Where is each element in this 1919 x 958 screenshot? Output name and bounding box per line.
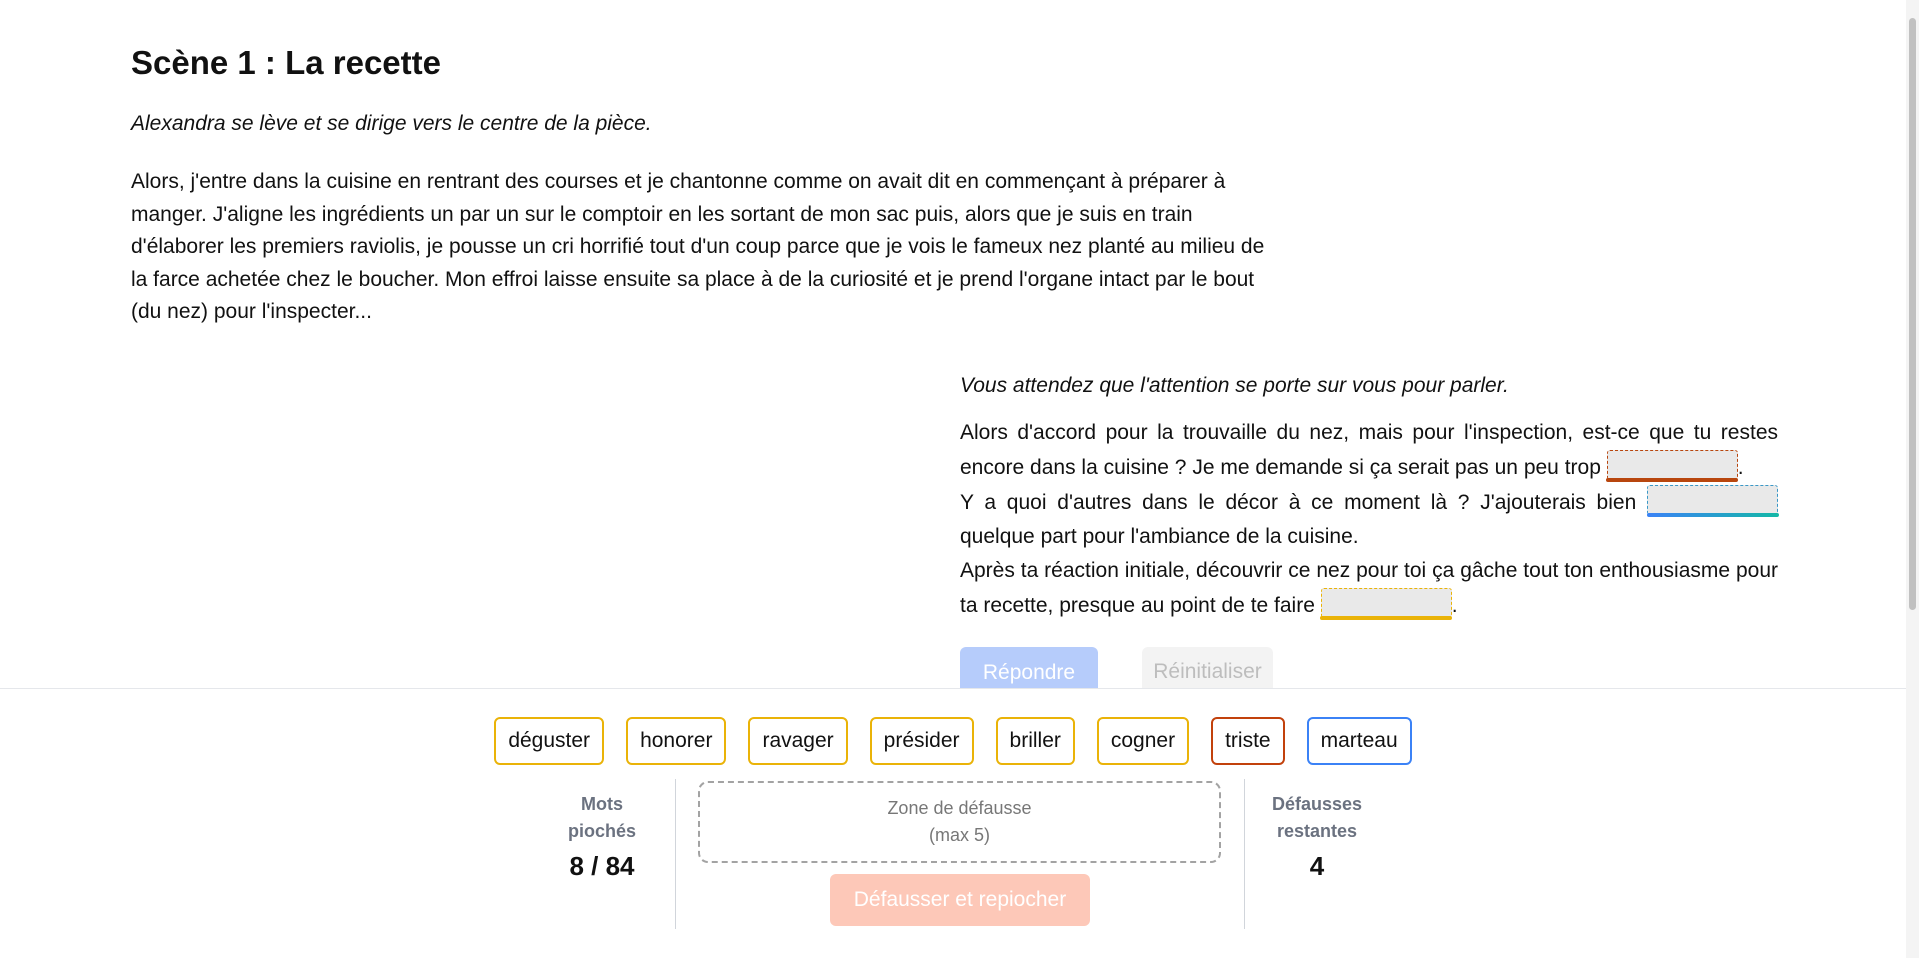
discard-and-redraw-button[interactable]: Défausser et repiocher: [830, 874, 1090, 926]
remaining-discards-stat: [1265, 791, 1369, 882]
reply-text: [960, 416, 1778, 623]
reply-text-part: .: [1451, 594, 1458, 617]
blank-slot-noun[interactable]: [1647, 485, 1778, 515]
word-card[interactable]: cogner: [1097, 717, 1189, 765]
stage-direction: Alexandra se lève et se dirige vers le centre de la pièce.: [131, 112, 652, 135]
reply-text-part: Après ta réaction initiale, découvrir ce nez pour toi ça gâche tout ton enthousiasme pour ta recette, presque au point de te faire: [960, 559, 1778, 617]
stats-bar: [0, 791, 1906, 941]
reset-button[interactable]: Réinitialiser: [1142, 647, 1273, 688]
word-card[interactable]: marteau: [1307, 717, 1412, 765]
reply-text-part: Alors d'accord pour la trouvaille du nez, mais pour l'inspection, est-ce que tu restes encore dans la cuisine ? Je me demande si ça serait pas un peu trop: [960, 421, 1778, 479]
word-card[interactable]: déguster: [494, 717, 604, 765]
discard-zone-limit: (max 5): [928, 825, 990, 845]
word-hand-panel: [0, 688, 1906, 958]
reply-actions: [960, 647, 1778, 688]
scene-narrative: Alors, j'entre dans la cuisine en rentrant des courses et je chantonne comme on avait dit en commençant à préparer à manger. J'aligne les ingrédients un par un sur le comptoir en les sortant de mon sac puis, alors que je suis en train d'élaborer les premiers raviolis, je pousse un cri horrifié tout d'un coup parce que je vois le fameux nez planté au milieu de la farce achetée chez le boucher. Mon effroi laisse ensuite sa place à de la curiosité et je prend l'organe intact par le bout (du nez) pour l'inspecter...: [131, 170, 1265, 323]
word-card[interactable]: présider: [870, 717, 974, 765]
drawn-words-label: Mots piochés: [567, 794, 637, 841]
drawn-words-value: 8 / 84: [569, 851, 635, 881]
answer-button[interactable]: Répondre: [960, 647, 1098, 688]
reply-text-part: quelque part pour l'ambiance de la cuisine.: [960, 525, 1359, 548]
scrollbar[interactable]: [1906, 0, 1919, 958]
reply-stage-direction: Vous attendez que l'attention se porte sur vous pour parler.: [960, 374, 1509, 397]
word-card[interactable]: honorer: [626, 717, 726, 765]
scrollbar-thumb[interactable]: [1909, 18, 1916, 610]
word-card[interactable]: ravager: [748, 717, 847, 765]
divider: [1244, 779, 1245, 929]
player-reply: [960, 374, 1778, 688]
word-card[interactable]: triste: [1211, 717, 1285, 765]
reply-text-part: Y a quoi d'autres dans le décor à ce moment là ? J'ajouterais bien: [960, 491, 1647, 514]
scene-title: Scène 1 : La recette: [131, 44, 441, 81]
reply-text-part: .: [1737, 456, 1744, 479]
remaining-discards-label: Défausses restantes: [1271, 794, 1363, 841]
discard-zone[interactable]: [698, 781, 1221, 863]
discard-zone-label: Zone de défausse: [887, 798, 1032, 818]
drawn-words-stat: [550, 791, 654, 882]
word-hand: [0, 717, 1906, 765]
word-card[interactable]: briller: [996, 717, 1075, 765]
remaining-discards-value: 4: [1309, 851, 1325, 881]
blank-slot-adjective[interactable]: [1607, 450, 1738, 480]
divider: [675, 779, 676, 929]
blank-slot-verb[interactable]: [1321, 588, 1452, 618]
